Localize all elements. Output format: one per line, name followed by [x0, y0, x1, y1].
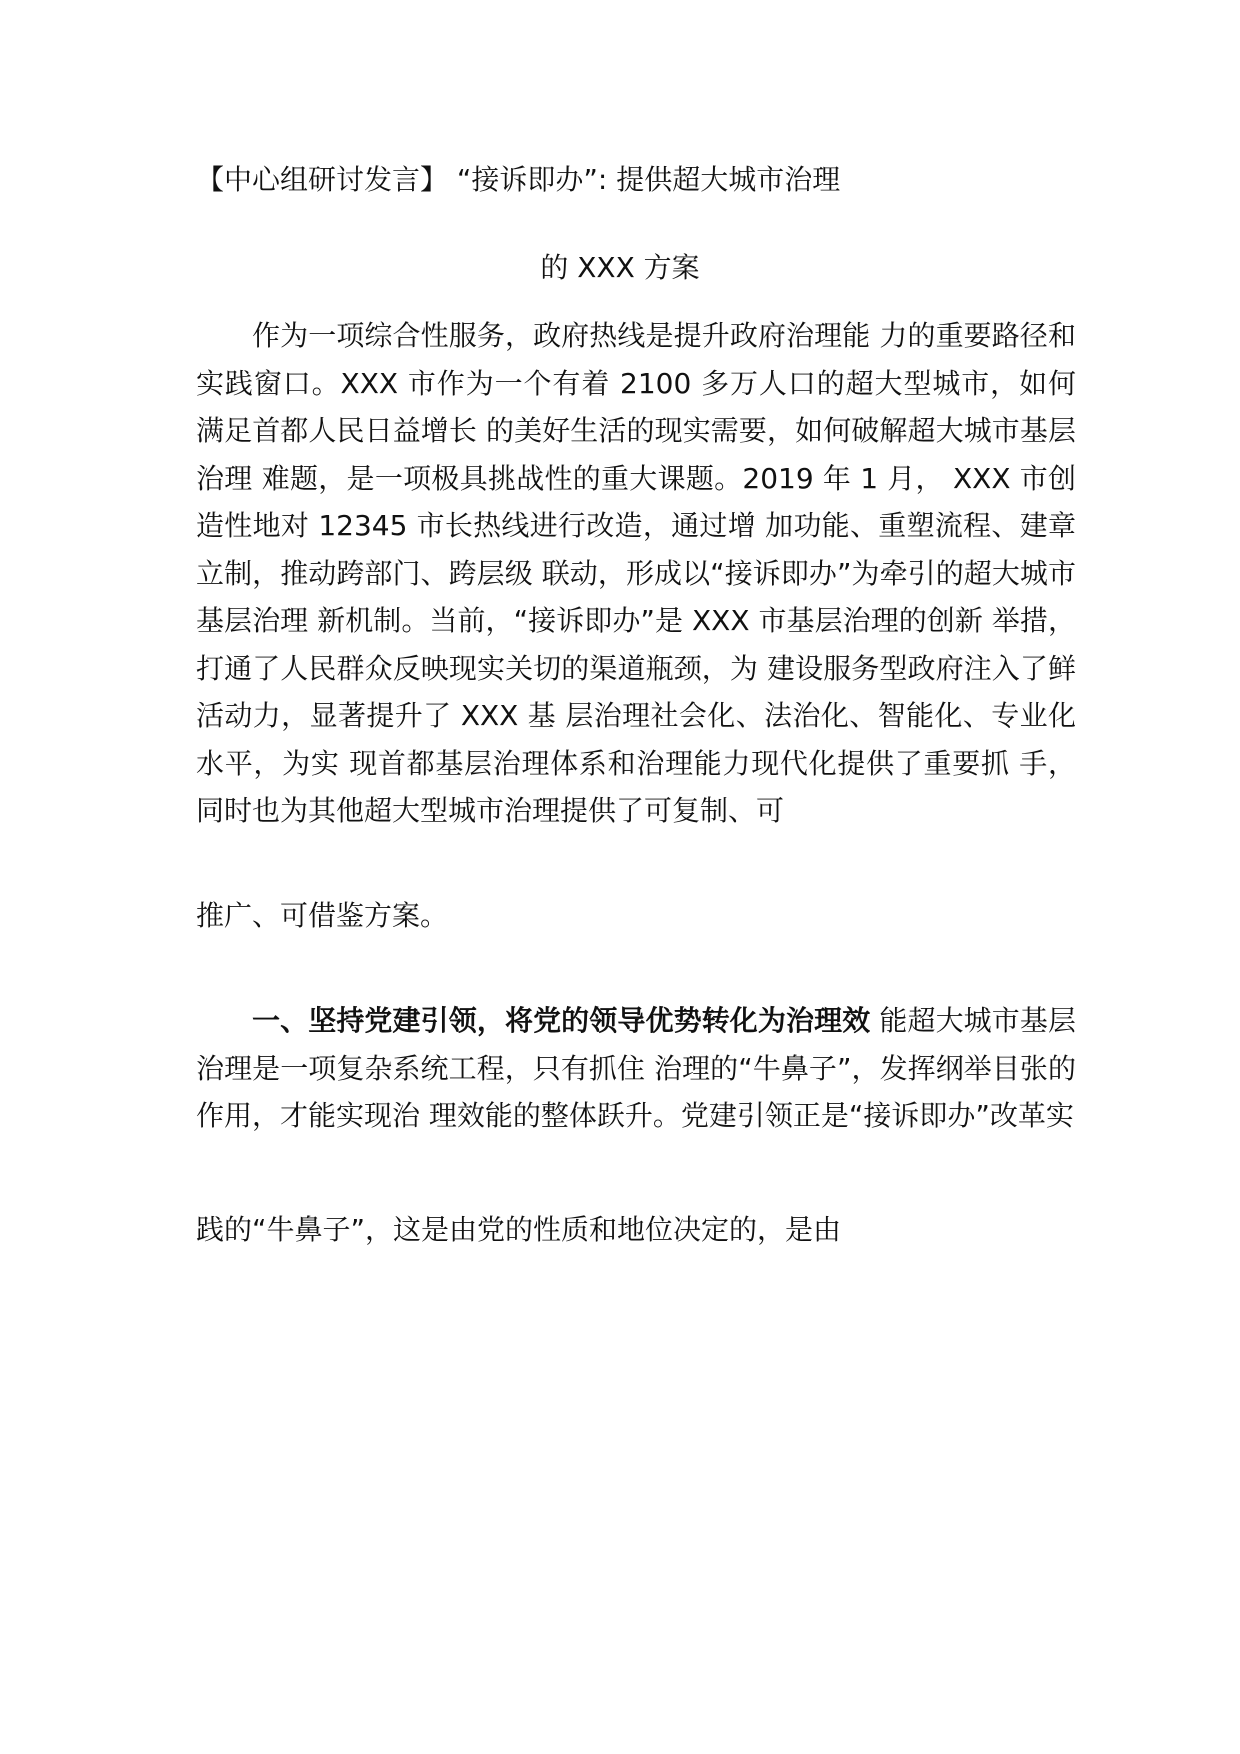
paragraph-section-1 — [196, 997, 1076, 1140]
paragraph-intro-tail: 推广、可借鉴方案。 — [196, 899, 449, 932]
paragraph-section-1-tail: 践的“牛鼻子”，这是由党的性质和地位决定的，是由 — [196, 1213, 842, 1246]
paragraph-intro: 作为一项综合性服务，政府热线是提升政府治理能 力的重要路径和实践窗口。XXX 市作为一个有着 2100 多万人口的超大型城市，如何满足首都人民日益增长 的美好生活的现实需要，如何破解超大城市基层治理 难题，是一项极具挑战性的重大课题。2019 年 1 月， XXX 市创造性地对 12345 市长热线进行改造，通过增 加功能、重塑流程、建章立制，推动跨部门、跨层级 联动，形成以“接诉即办”为牵引的超大城市基层治理 新机制。当前，“接诉即办”是 XXX 市基层治理的创新 举措，打通了人民群众反映现实关切的渠道瓶颈，为 建设服务型政府注入了鲜活动力，显著提升了 XXX 基 层治理社会化、法治化、智能化、专业化水平，为实 现首都基层治理体系和治理能力现代化提供了重要抓 手，同时也为其他超大型城市治理提供了可复制、可 — [196, 319, 1076, 827]
section-1-body: 能超大城市基层治理是一项复杂系统工程，只有抓住 治理的“牛鼻子”，发挥纲举目张的作用，才能实现治 理效能的整体跃升。党建引领正是“接诉即办”改革实 — [196, 1004, 1076, 1132]
section-1-heading: 一、坚持党建引领，将党的领导优势转化为治理效 — [252, 1004, 871, 1037]
document-title-line-2: 的 XXX 方案 — [540, 251, 700, 284]
document-title-line-1: 【中心组研讨发言】 “接诉即办”: 提供超大城市治理 — [196, 163, 841, 196]
